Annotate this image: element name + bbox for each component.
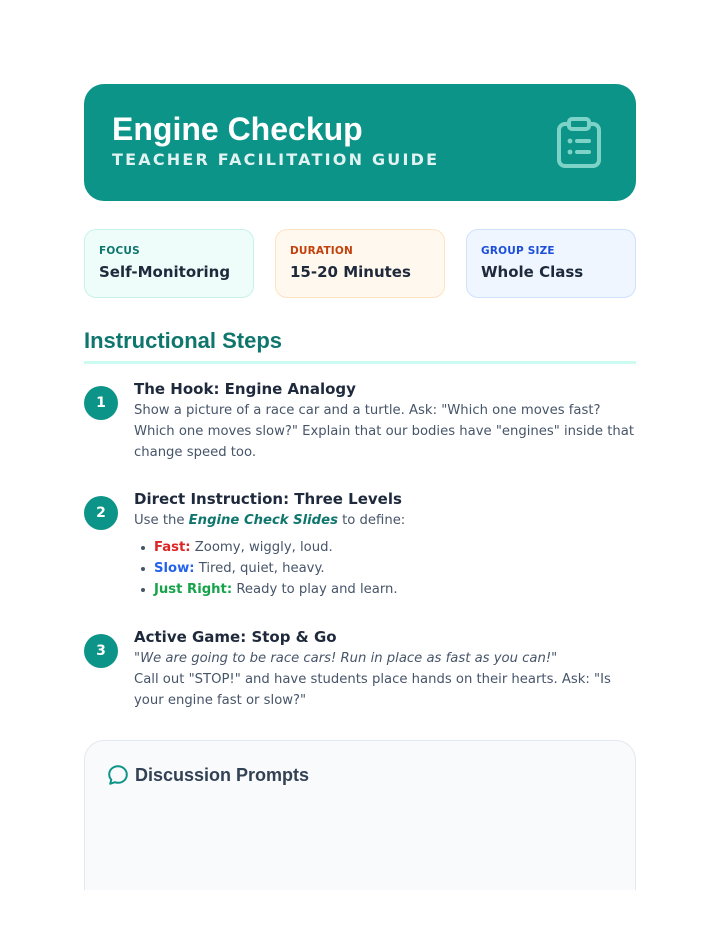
level-description: Ready to play and learn.: [232, 582, 398, 597]
step-number-badge: 1: [84, 386, 118, 420]
card-value: 15-20 Minutes: [290, 263, 411, 281]
card-label: FOCUS: [99, 245, 140, 257]
header-banner: [84, 84, 636, 201]
info-cards: [84, 229, 636, 298]
list-item: [134, 579, 634, 600]
page-bottom-margin: [0, 890, 720, 932]
page-subtitle: TEACHER FACILITATION GUIDE: [112, 150, 440, 169]
level-description: Zoomy, wiggly, loud.: [190, 540, 333, 555]
step-title: Active Game: Stop & Go: [134, 628, 337, 646]
step-quote: "We are going to be race cars! Run in place as fast as you can!": [134, 651, 558, 666]
card-value: Whole Class: [481, 263, 584, 281]
card-label: DURATION: [290, 245, 354, 257]
card-value: Self-Monitoring: [99, 263, 231, 281]
step-body: [134, 626, 634, 711]
section-divider: [84, 361, 636, 364]
group-size-card: [466, 229, 636, 298]
step-body: [134, 488, 634, 600]
step-text: Call out "STOP!" and have students place hands on their hearts. Ask: "Is your engine fast or slow?": [134, 672, 611, 708]
step-number-badge: 3: [84, 634, 118, 668]
step-title: The Hook: Engine Analogy: [134, 380, 356, 398]
list-item: [134, 558, 634, 579]
level-slow-label: Slow:: [154, 561, 195, 576]
step-body: [134, 378, 634, 463]
clipboard-list-icon: [554, 116, 604, 170]
step-title: Direct Instruction: Three Levels: [134, 490, 402, 508]
step-text: Show a picture of a race car and a turtle. Ask: "Which one moves fast? Which one moves slow?" Explain that our bodies have "engines" inside that change speed too.: [134, 403, 634, 460]
page-title: Engine Checkup: [112, 111, 363, 147]
level-just-right-label: Just Right:: [154, 582, 233, 597]
engine-check-slides-link: Engine Check Slides: [188, 513, 338, 528]
intro-text: to define:: [337, 513, 406, 528]
section-title: Instructional Steps: [84, 328, 283, 353]
step-number-badge: 2: [84, 496, 118, 530]
levels-list: [134, 537, 634, 600]
list-item: [134, 537, 634, 558]
chat-bubble-icon: [107, 764, 129, 786]
discussion-title: Discussion Prompts: [135, 765, 310, 785]
guide-page: [84, 84, 636, 785]
focus-card: [84, 229, 254, 298]
intro-text: Use the: [134, 513, 189, 528]
level-fast-label: Fast:: [154, 540, 191, 555]
duration-card: [275, 229, 445, 298]
level-description: Tired, quiet, heavy.: [194, 561, 325, 576]
card-label: GROUP SIZE: [481, 245, 555, 257]
step-intro: [134, 510, 634, 531]
